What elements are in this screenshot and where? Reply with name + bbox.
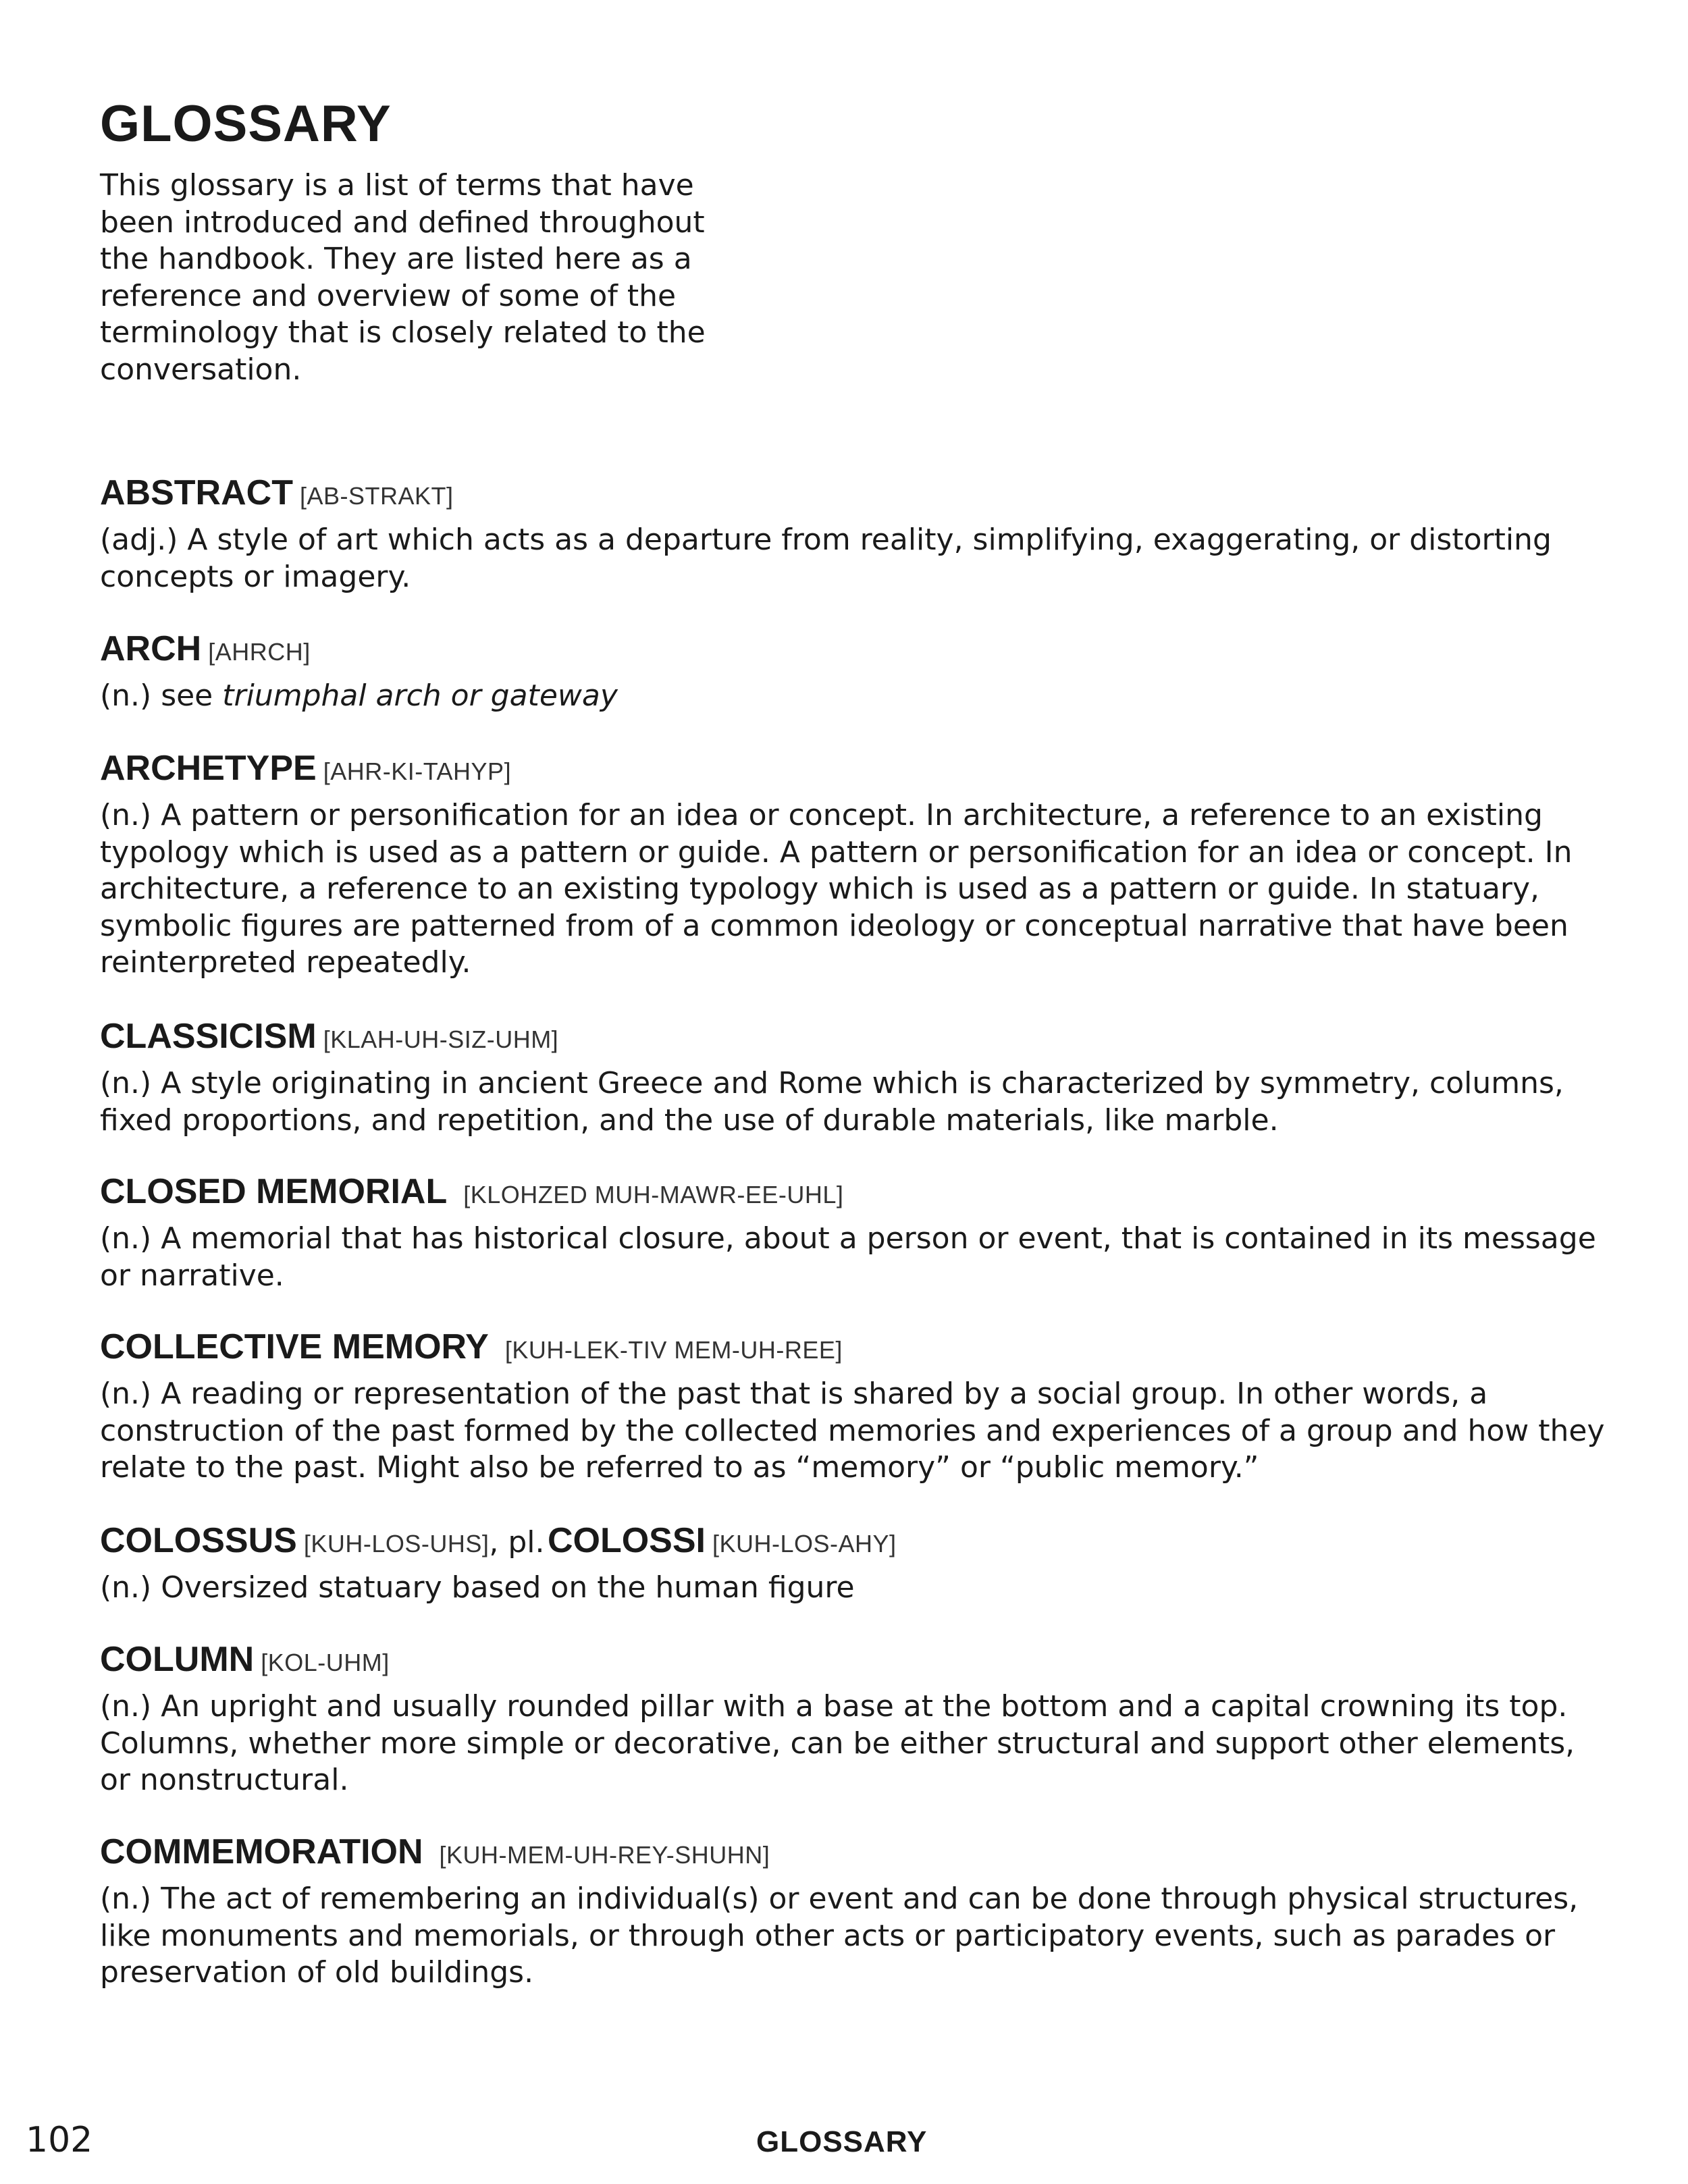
glossary-entry (100, 748, 1606, 982)
cross-reference: triumphal arch or gateway (222, 678, 618, 713)
glossary-entry (100, 1639, 1606, 1799)
entry-definition: (n.) A reading or representation of the past that is shared by a social group. In other words, a construction of the past formed by the collected memories and experiences of a group and how they relate to the past. Might also be referred to as “memory” or “public memory.” (100, 1377, 1605, 1485)
entry-term: COLUMN (100, 1640, 255, 1679)
entry-definition: (n.) An upright and usually rounded pillar with a base at the bottom and a capital crowning its top. Columns, whether more simple or decorative, can be either structural and support other elements, or nonstructural. (100, 1689, 1575, 1797)
entry-term: ABSTRACT (100, 473, 293, 512)
entry-definition: (adj.) A style of art which acts as a departure from reality, simplifying, exaggerating, or distorting concepts or imagery. (100, 523, 1552, 594)
glossary-entry (100, 473, 1606, 595)
entry-plural-pronunciation: [KUH-LOS-AHY] (712, 1530, 897, 1557)
page-number: 102 (26, 2120, 93, 2160)
glossary-entry (100, 1520, 1606, 1607)
entry-definition: (n.) A style originating in ancient Greece and Rome which is characterized by symmetry, columns, fixed proportions, and repetition, and the use of durable materials, like marble. (100, 1066, 1564, 1138)
entry-term: ARCH (100, 629, 202, 668)
entry-pronunciation: [AHR-KI-TAHYP] (323, 757, 512, 785)
entry-pronunciation: [AHRCH] (208, 638, 311, 666)
entry-term: CLASSICISM (100, 1017, 317, 1056)
footer-section-title: GLOSSARY (756, 2125, 928, 2158)
entry-plural-term: COLOSSI (547, 1521, 706, 1560)
plural-separator: , pl. (489, 1525, 545, 1560)
glossary-entry (100, 1016, 1606, 1139)
glossary-entry (100, 1327, 1606, 1487)
entry-pronunciation: [KOL-UHM] (261, 1649, 390, 1676)
page-title: GLOSSARY (100, 95, 392, 153)
entry-term: COLLECTIVE MEMORY (100, 1327, 489, 1366)
entry-definition: (n.) A pattern or personification for an idea or concept. In architecture, a reference to an existing typology which is used as a pattern or guide. A pattern or personification for an idea or concept. In architecture, a reference to an existing typology which is used as a pattern or guide. In statuary, symbolic figures are patterned from of a common ideology or conceptual narrative that have been reinterpreted repeatedly. (100, 798, 1573, 980)
entry-definition: (n.) Oversized statuary based on the human figure (100, 1570, 855, 1605)
entry-term: COMMEMORATION (100, 1832, 423, 1871)
entry-definition: (n.) A memorial that has historical closure, about a person or event, that is contained in its message or narrative. (100, 1221, 1596, 1293)
glossary-entry (100, 1832, 1606, 1992)
entry-definition: (n.) see triumphal arch or gateway (100, 678, 618, 713)
entry-pronunciation: [KUH-MEM-UH-REY-SHUHN] (439, 1841, 770, 1869)
glossary-entry (100, 629, 1606, 715)
entry-definition: (n.) The act of remembering an individual(s) or event and can be done through physical structures, like monuments and memorials, or through other acts or participatory events, such as parades or preservation of old buildings. (100, 1882, 1579, 1990)
entry-term: COLOSSUS (100, 1521, 297, 1560)
entry-pronunciation: [KUH-LOS-UHS] (303, 1530, 490, 1557)
entry-pronunciation: [KLOHZED MUH-MAWR-EE-UHL] (463, 1181, 844, 1208)
entry-pronunciation: [KUH-LEK-TIV MEM-UH-REE] (504, 1336, 843, 1364)
glossary-entry (100, 1171, 1606, 1294)
entry-pronunciation: [KLAH-UH-SIZ-UHM] (323, 1026, 559, 1053)
entry-term: CLOSED MEMORIAL (100, 1172, 448, 1211)
entry-pronunciation: [AB-STRAKT] (299, 482, 454, 510)
entry-term: ARCHETYPE (100, 749, 317, 788)
intro-paragraph: This glossary is a list of terms that have been introduced and defined throughout the handbook. They are listed here as a reference and overview of some of the terminology that is closely related to the conversation. (100, 168, 706, 387)
